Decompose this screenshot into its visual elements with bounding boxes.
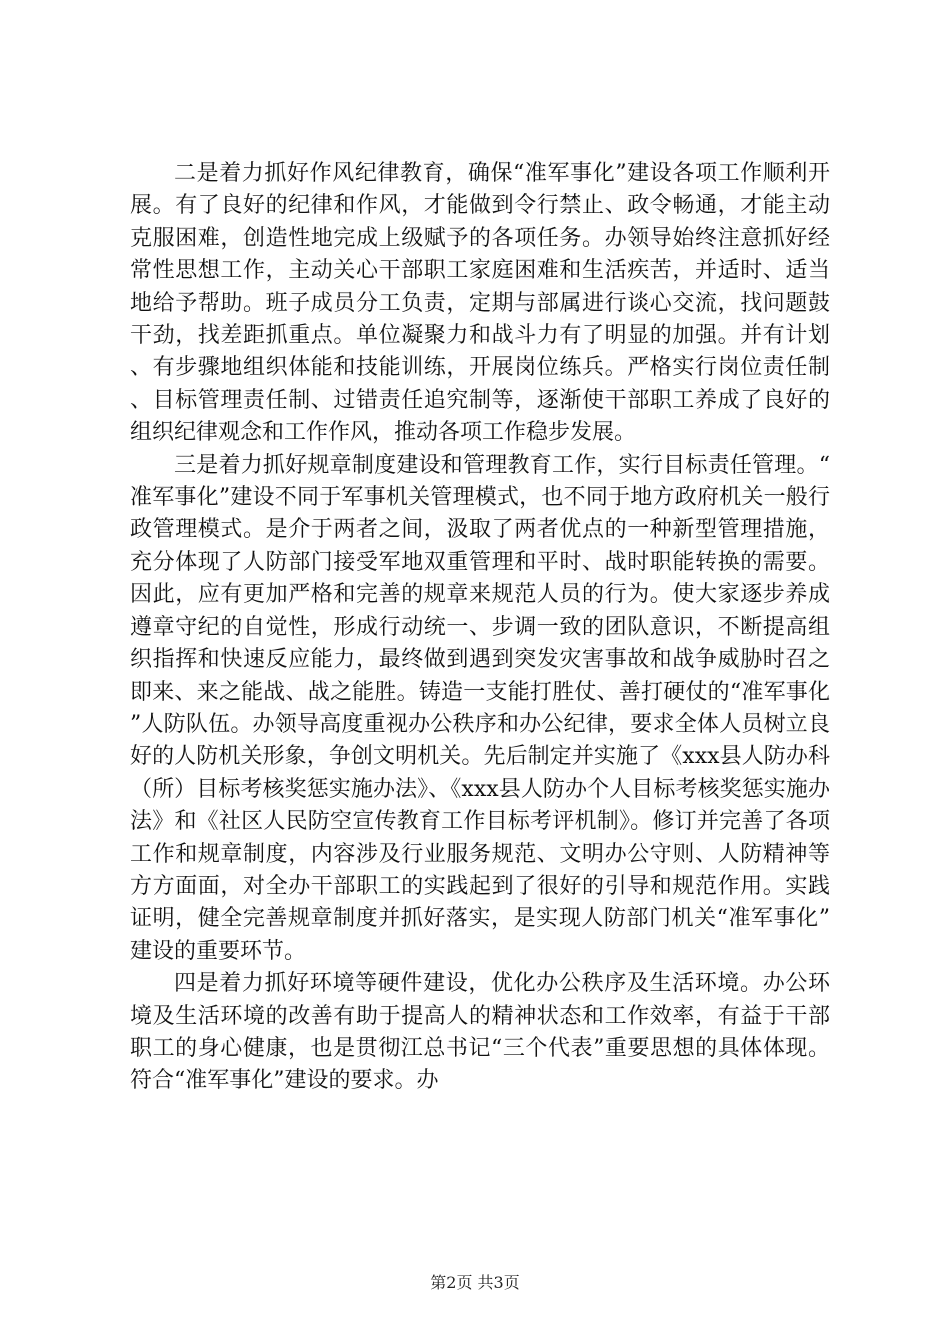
- paragraph-4-environment: 四是着力抓好环境等硬件建设，优化办公秩序及生活环境。办公环境及生活环境的改善有助于提高人的精神状态和工作效率，有益于干部职工的身心健康，也是贯彻江总书记“三个代表”重要思想的具体体现。符合“准军事化”建设的要求。办: [130, 971, 830, 1094]
- paragraph-3-regulations: 三是着力抓好规章制度建设和管理教育工作，实行目标责任管理。“准军事化”建设不同于军事机关管理模式，也不同于地方政府机关一般行政管理模式。是介于两者之间，汲取了两者优点的一种新型管理措施，充分体现了人防部门接受军地双重管理和平时、战时职能转换的需要。因此，应有更加严格和完善的规章来规范人员的行为。使大家逐步养成遵章守纪的自觉性，形成行动统一、步调一致的团队意识，不断提高组织指挥和快速反应能力，最终做到遇到突发灾害事故和战争威胁时召之即来、来之能战、战之能胜。铸造一支能打胜仗、善打硬仗的“准军事化”人防队伍。办领导高度重视办公秩序和办公纪律，要求全体人员树立良好的人防机关形象，争创文明机关。先后制定并实施了《xxx县人防办科（所）目标考核奖惩实施办法》、《xxx县人防办个人目标考核奖惩实施办法》和《社区人民防空宣传教育工作目标考评机制》。修订并完善了各项工作和规章制度，内容涉及行业服务规范、文明办公守则、人防精神等方方面面，对全办干部职工的实践起到了很好的引导和规范作用。实践证明，健全完善规章制度并抓好落实，是实现人防部门机关“准军事化”建设的重要环节。: [130, 452, 830, 964]
- page-number-footer: 第2页 共3页: [430, 1273, 520, 1292]
- document-body: [130, 158, 830, 1098]
- paragraph-2-discipline: 二是着力抓好作风纪律教育，确保“准军事化”建设各项工作顺利开展。有了良好的纪律和作风，才能做到令行禁止、政令畅通，才能主动克服困难，创造性地完成上级赋予的各项任务。办领导始终注意抓好经常性思想工作，主动关心干部职工家庭困难和生活疾苦，并适时、适当地给予帮助。班子成员分工负责，定期与部属进行谈心交流，找问题鼓干劲，找差距抓重点。单位凝聚力和战斗力有了明显的加强。并有计划、有步骤地组织体能和技能训练，开展岗位练兵。严格实行岗位责任制、目标管理责任制、过错责任追究制等，逐渐使干部职工养成了良好的组织纪律观念和工作作风，推动各项工作稳步发展。: [130, 161, 830, 446]
